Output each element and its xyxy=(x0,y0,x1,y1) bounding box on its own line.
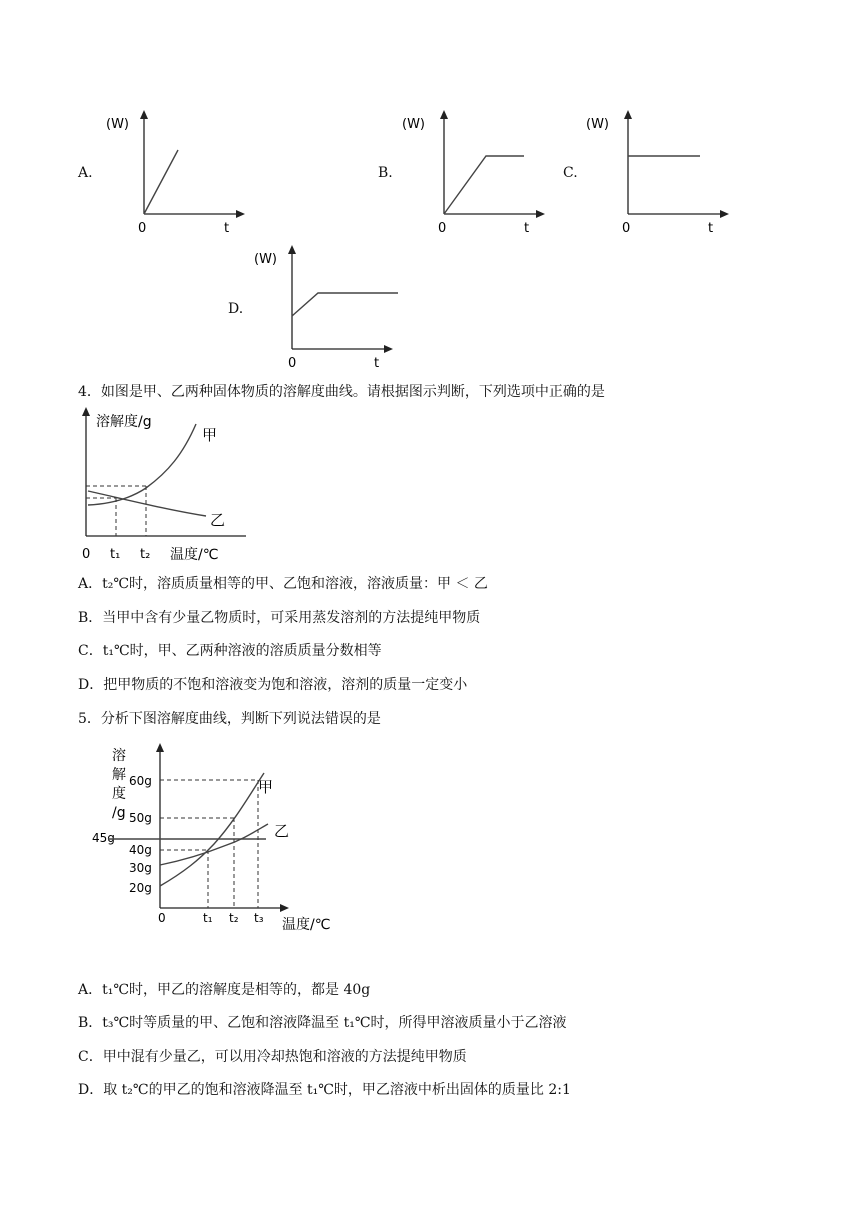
q5-label-yi: 乙 xyxy=(274,822,290,840)
graph-d-xlabel: t xyxy=(374,356,380,371)
q5-stem: 5．分析下图溶解度曲线，判断下列说法错误的是 xyxy=(78,711,381,727)
option-a-label: A. xyxy=(78,165,93,181)
q5-solubility-chart xyxy=(84,740,354,940)
q4-option-a: A．t₂℃时，溶质质量相等的甲、乙饱和溶液，溶液质量：甲 ＜ 乙 xyxy=(78,576,488,592)
q4-curve-jia xyxy=(88,424,196,505)
q4-solubility-chart xyxy=(78,404,258,569)
q5-option-d: D．取 t₂℃的甲乙的饱和溶液降温至 t₁℃时，甲乙溶液中析出固体的质量比 2:1 xyxy=(78,1082,571,1098)
q4-ylabel: 溶解度/g xyxy=(96,414,152,430)
q5-ylabel-4: /g xyxy=(112,805,126,821)
graph-d-origin: 0 xyxy=(288,356,297,371)
graph-b-line xyxy=(444,156,524,214)
q5-ytick-40: 40g xyxy=(129,843,152,857)
graph-c-ylabel: (W) xyxy=(586,117,609,132)
graph-d xyxy=(248,243,408,373)
option-d-label: D. xyxy=(228,301,244,317)
q5-ytick-60: 60g xyxy=(129,774,152,788)
q5-label-jia: 甲 xyxy=(258,778,274,796)
q5-xlabel: 温度/℃ xyxy=(282,917,331,933)
graph-c-origin: 0 xyxy=(622,221,631,236)
graph-a-line xyxy=(144,150,178,214)
graph-a xyxy=(100,108,260,238)
q5-ylabel-2: 解 xyxy=(112,767,126,783)
q5-ylabel-1: 溶 xyxy=(112,748,126,764)
q4-label-yi: 乙 xyxy=(210,511,226,529)
q5-ytick-50: 50g xyxy=(129,811,152,825)
option-c-label: C. xyxy=(563,165,578,181)
q4-option-c: C．t₁℃时，甲、乙两种溶液的溶质质量分数相等 xyxy=(78,643,382,659)
graph-c xyxy=(584,108,744,238)
q5-origin: 0 xyxy=(158,911,166,925)
graph-c-xlabel: t xyxy=(708,221,714,236)
q5-xtick-t2: t₂ xyxy=(229,911,239,925)
q5-xtick-t3: t₃ xyxy=(254,911,264,925)
q5-ytick-20: 20g xyxy=(129,881,152,895)
q5-ylabel-3: 度 xyxy=(112,786,126,802)
graph-a-ylabel: (W) xyxy=(106,117,129,132)
q5-ytick-30: 30g xyxy=(129,861,152,875)
q4-origin: 0 xyxy=(82,547,91,562)
graph-b-xlabel: t xyxy=(524,221,530,236)
q4-option-d: D．把甲物质的不饱和溶液变为饱和溶液，溶剂的质量一定变小 xyxy=(78,677,468,693)
q4-option-b: B．当甲中含有少量乙物质时，可采用蒸发溶剂的方法提纯甲物质 xyxy=(78,610,481,626)
graph-b-origin: 0 xyxy=(438,221,447,236)
graph-a-origin: 0 xyxy=(138,221,147,236)
q4-tick-t2: t₂ xyxy=(140,547,151,562)
q5-option-c: C．甲中混有少量乙，可以用冷却热饱和溶液的方法提纯甲物质 xyxy=(78,1049,467,1065)
graph-d-line xyxy=(292,293,398,316)
q4-label-jia: 甲 xyxy=(202,426,218,444)
q4-xlabel: 温度/℃ xyxy=(170,547,219,563)
graph-b-ylabel: (W) xyxy=(402,117,425,132)
graph-a-xlabel: t xyxy=(224,221,230,236)
q5-option-b: B．t₃℃时等质量的甲、乙饱和溶液降温至 t₁℃时，所得甲溶液质量小于乙溶液 xyxy=(78,1015,567,1031)
q5-xtick-t1: t₁ xyxy=(203,911,213,925)
option-b-label: B. xyxy=(378,165,393,181)
q5-curve-jia xyxy=(160,773,264,886)
graph-d-ylabel: (W) xyxy=(254,252,277,267)
q4-tick-t1: t₁ xyxy=(110,547,121,562)
graph-b xyxy=(400,108,560,238)
q4-stem: 4．如图是甲、乙两种固体物质的溶解度曲线。请根据图示判断，下列选项中正确的是 xyxy=(78,384,605,400)
q5-option-a: A．t₁℃时，甲乙的溶解度是相等的，都是 40g xyxy=(78,982,371,998)
q5-ytick-45: 45g xyxy=(92,831,115,845)
